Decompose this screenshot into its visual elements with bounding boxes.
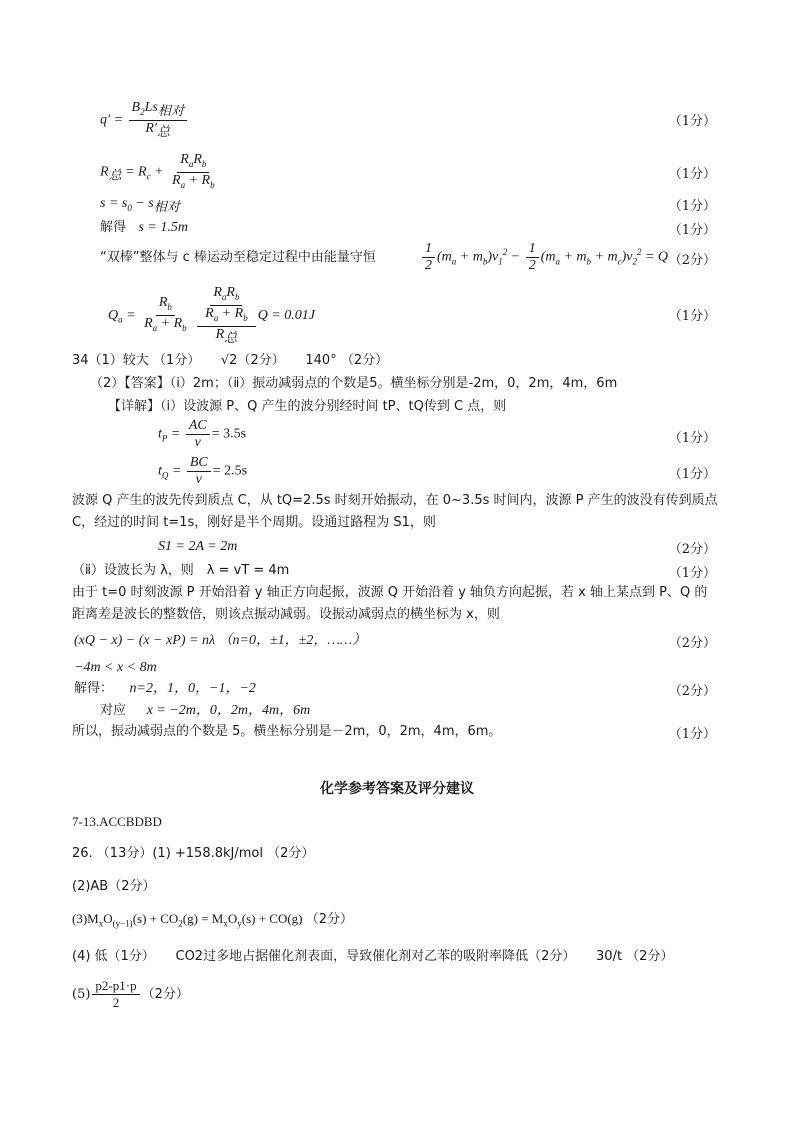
- energy-formula: $\frac{1}{2}$ $(m_a + m_b)v_1^2$ − $\frac{1}{2}$ $(m_a + m_b + m_c)v_2^2 = Q$: [420, 241, 668, 274]
- range-line: −4m < x < 8m: [74, 660, 157, 675]
- q34-part1: 34（1）较大 （1分） √2（2分） 140° （2分）: [72, 353, 389, 368]
- chem-q26-4: (4) 低（1分） CO2过多地占据催化剂表面，导致催化剂对乙苯的吸附率降低（2分） 30/t （2分）: [72, 949, 674, 964]
- score-7: （1分）: [668, 431, 716, 446]
- formula-tq: $t_Q$ = $\frac{BC}{v}$ = 2.5s: [158, 455, 248, 487]
- formula-qa: $Q_a$ = $\frac{R_b}{R_a + R_b}$ $\frac{\frac{R_aR_b}{R_a + R_b}}{R_总}$ Q = 0.01J: [108, 285, 315, 346]
- score-8: （1分）: [668, 467, 716, 482]
- score-6: （1分）: [668, 309, 716, 324]
- formula-s: $s = s_0 - s_{相对}$: [100, 196, 180, 215]
- solve-line-1: 解得 s = 1.5m: [100, 220, 188, 235]
- score-5: （2分）: [668, 253, 716, 268]
- paragraph-3: 由于 t=0 时刻波源 P 开始沿着 y 轴正方向起振，波源 Q 开始沿着 y 轴负方向起振，若 x 轴上某点到 P、Q 的: [72, 585, 708, 600]
- score-9: （2分）: [668, 542, 716, 557]
- score-12: （2分）: [668, 684, 716, 699]
- chem-q26-5: (5) $\frac{p2-p1\cdot p}{2}$ （2分）: [72, 978, 189, 1010]
- formula-n-lambda: (xQ − x) − (x − xP) = nλ （n=0，±1，±2，……）: [74, 633, 367, 648]
- formula-r-total: $R_总 = R_c$ + $\frac{R_aR_b}{R_a + R_b}$: [100, 152, 215, 190]
- chem-q26-1: 26. （13分）(1) +158.8kJ/mol （2分）: [72, 846, 315, 861]
- conclusion: 所以，振动减弱点的个数是 5。横坐标分别是－2m，0，2m，4m，6m。: [72, 724, 502, 739]
- corresponding-line: 对应 x = −2m，0，2m，4m，6m: [100, 703, 311, 718]
- part-ii-line: （ⅱ）设波长为 λ，则 λ = vT = 4m: [72, 563, 290, 578]
- chem-mc: 7-13.ACCBDBD: [72, 814, 162, 829]
- paragraph-4: 距离差是波长的整数倍，则该点振动减弱。设振动减弱点的横坐标为 x，则: [72, 607, 500, 622]
- formula-s1: S1 = 2A = 2m: [158, 539, 238, 554]
- paragraph-2: C，经过的时间 t=1s，刚好是半个周期。设通过路程为 S1，则: [72, 515, 436, 530]
- score-2: （1分）: [668, 167, 716, 182]
- solve-line-2: 解得： n=2，1，0，−1，−2: [74, 681, 256, 696]
- paragraph-1: 波源 Q 产生的波先传到质点 C，从 tQ=2.5s 时刻开始振动，在 0~3.5s 时间内，波源 P 产生的波没有传到质点: [72, 493, 718, 508]
- score-4: （1分）: [668, 223, 716, 238]
- energy-text: “双棒”整体与 c 棒运动至稳定过程中由能量守恒: [100, 250, 376, 265]
- score-1: （1分）: [668, 114, 716, 129]
- chem-q26-3: $(3)M_xO_{(y-1)}(s) + CO_2(g) = M_xO_y(s) + CO(g)$ （2分）: [72, 911, 354, 929]
- chemistry-title: 化学参考答案及评分建议: [320, 781, 474, 797]
- formula-q-prime: q′ = $\frac{B_2Ls_{相对}}{R'_总}$: [100, 100, 189, 141]
- score-3: （1分）: [668, 199, 716, 214]
- q34-detail: 【详解】（ⅰ）设波源 P、Q 产生的波分别经时间 tP、tQ传到 C 点，则: [108, 399, 507, 414]
- formula-tp: $t_P$ = $\frac{AC}{v}$ = 3.5s: [158, 418, 247, 450]
- score-10: （1分）: [668, 566, 716, 581]
- chem-q26-2: (2)AB（2分）: [72, 879, 156, 894]
- q34-part2-answer: （2）【答案】（ⅰ）2m；（ⅱ）振动减弱点的个数是5。横坐标分别是-2m，0，2m，4m，6m: [90, 376, 618, 391]
- score-13: （1分）: [668, 727, 716, 742]
- score-11: （2分）: [668, 636, 716, 651]
